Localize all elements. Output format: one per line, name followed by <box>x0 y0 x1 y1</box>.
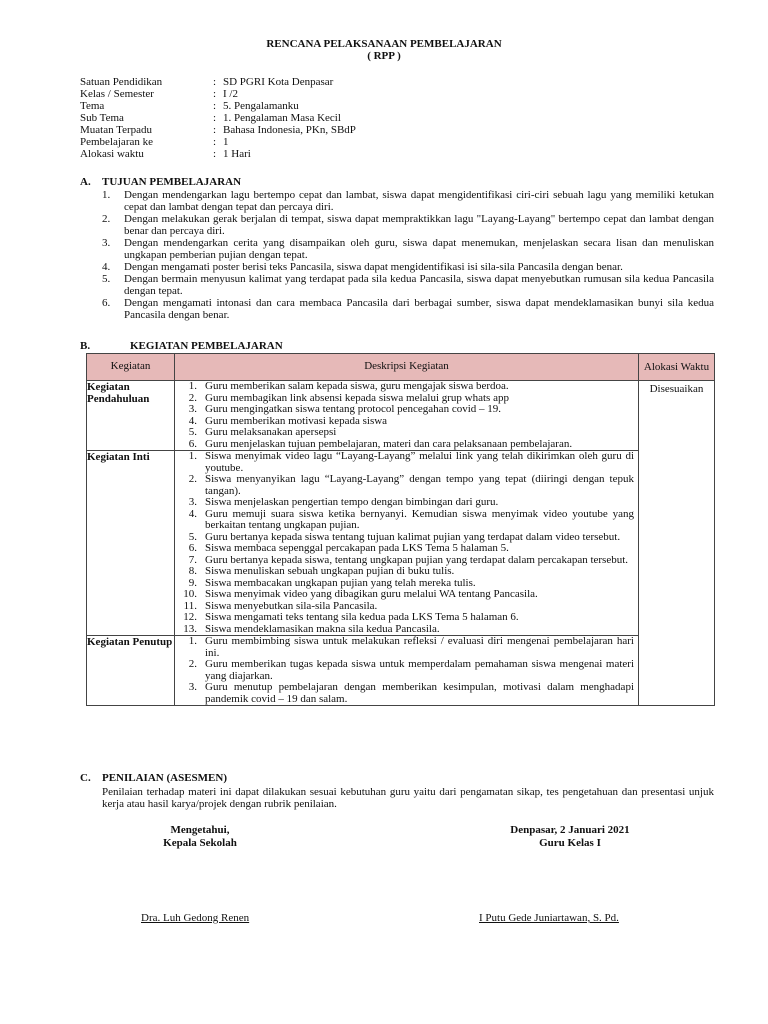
info-row <box>80 148 500 160</box>
section-b-heading <box>80 340 283 353</box>
list-item-text: Guru mengingatkan siswa tentang protocol pencegahan covid – 19. <box>205 403 502 415</box>
info-value: 1 <box>223 136 229 148</box>
info-row <box>80 76 500 88</box>
info-label: Muatan Terpadu <box>80 124 153 136</box>
list-item: 13. Siswa mendeklamasikan makna sila kedua Pancasila. <box>175 624 634 636</box>
header-deskripsi: Deskripsi Kegiatan <box>175 354 639 381</box>
info-row <box>80 136 500 148</box>
activities-table <box>86 353 715 706</box>
list-item-text: Dengan mendengarkan cerita yang disampaikan oleh guru, siswa dapat menemukan, menjelaskan secara lisan dan menuliskan ungkapan pemberian pujian dengan tepat. <box>124 237 714 261</box>
list-item: 7. Guru bertanya kepada siswa, tentang ungkapan pujian yang terdapat dalam percakapan tersebut. <box>175 555 634 567</box>
list-item-text: Guru bertanya kepada siswa tentang tujuan kalimat pujian yang terdapat dalam video tersebut. <box>205 530 621 543</box>
info-value: I /2 <box>223 88 238 100</box>
list-item: 1. Guru memberikan salam kepada siswa, guru mengajak siswa berdoa. <box>175 381 634 393</box>
list-item: 6. Guru menjelaskan tujuan pembelajaran, materi dan cara pelaksanaan pembelajaran. <box>175 439 634 451</box>
list-item: 2. Guru memberikan tugas kepada siswa untuk memperdalam pemahaman siswa mengenai materi yang diajarkan. <box>188 658 634 682</box>
section-a-heading <box>80 176 241 189</box>
phase-steps-cell <box>175 451 639 636</box>
signature-left-line2: Kepala Sekolah <box>163 837 237 849</box>
phase-steps-cell <box>175 381 639 451</box>
info-separator: : <box>213 136 217 148</box>
list-item-text: Siswa mengamati teks tentang sila kedua pada LKS Tema 5 halaman 6. <box>205 611 519 623</box>
list-item: 2. Siswa menyanyikan lagu “Layang-Layang” dengan tempo yang tepat (diiringi dengan tepuk tangan). <box>188 473 634 497</box>
list-item: 5. Guru bertanya kepada siswa tentang tujuan kalimat pujian yang terdapat dalam video tersebut. <box>175 532 634 544</box>
list-item: 3. Guru mengingatkan siswa tentang protocol pencegahan covid – 19. <box>175 404 634 416</box>
info-label: Kelas / Semester <box>80 88 154 100</box>
list-item-text: Siswa menyimak video lagu “Layang-Layang” melalui link yang telah dikirimkan oleh guru di youtube. <box>205 450 634 474</box>
phase-label: Kegiatan Pendahuluan <box>87 381 175 451</box>
info-separator: : <box>213 112 217 124</box>
list-item: 6. Dengan mengamati intonasi dan cara membaca Pancasila dari berbagai sumber, siswa dapat mendeklamasikan bunyi sila kedua Pancasila dengan benar. <box>102 297 714 321</box>
list-item: 3. Guru menutup pembelajaran dengan memberikan kesimpulan, motivasi dalam menghadapi pandemik covid – 19 dan salam. <box>188 681 634 705</box>
list-item-text: Guru memberikan salam kepada siswa, guru mengajak siswa berdoa. <box>205 380 509 392</box>
signature-left <box>120 824 280 850</box>
table-row <box>87 451 715 636</box>
section-letter: A. <box>80 176 91 188</box>
list-item-text: Guru membagikan link absensi kepada siswa melalui grup whats app <box>205 391 509 404</box>
list-item: 12. Siswa mengamati teks tentang sila kedua pada LKS Tema 5 halaman 6. <box>175 612 634 624</box>
info-value: 1 Hari <box>223 148 251 160</box>
list-item: 5. Guru melaksanakan apersepsi <box>175 427 634 439</box>
list-item: 10. Siswa menyimak video yang dibagikan guru melalui WA tentang Pancasila. <box>175 589 634 601</box>
list-item-text: Guru menjelaskan tujuan pembelajaran, materi dan cara pelaksanaan pembelajaran. <box>205 437 573 450</box>
steps-list <box>175 636 638 705</box>
list-item-text: Siswa menuliskan sebuah ungkapan pujian di buku tulis. <box>205 565 455 577</box>
list-item: 3. Siswa menjelaskan pengertian tempo dengan bimbingan dari guru. <box>175 497 634 509</box>
table-header-row <box>87 354 715 381</box>
info-label: Tema <box>80 100 105 112</box>
info-separator: : <box>213 100 217 112</box>
list-item: 1. Dengan mendengarkan lagu bertempo cepat dan lambat, siswa dapat mengidentifikasi ciri-ciri sebuah lagu yang memiliki ketukan cepat dan lambat dengan tepat dan percaya diri. <box>102 189 714 213</box>
list-item: 4. Guru memberikan motivasi kepada siswa <box>175 416 634 428</box>
list-item-text: Guru melaksanakan apersepsi <box>205 426 337 438</box>
info-row <box>80 100 500 112</box>
list-item-text: Dengan mengamati intonasi dan cara membaca Pancasila dari berbagai sumber, siswa dapat mendeklamasikan bunyi sila kedua Pancasila dengan benar. <box>124 297 714 321</box>
list-item-text: Siswa membaca sepenggal percakapan pada LKS Tema 5 halaman 5. <box>205 542 509 554</box>
info-value: SD PGRI Kota Denpasar <box>223 76 334 88</box>
list-item-text: Guru memberikan motivasi kepada siswa <box>205 414 388 427</box>
list-item: 9. Siswa membacakan ungkapan pujian yang telah mereka tulis. <box>175 578 634 590</box>
list-item: 1. Guru membimbing siswa untuk melakukan refleksi / evaluasi diri mengenai pembelajaran hari ini. <box>188 635 634 659</box>
list-item: 2. Guru membagikan link absensi kepada siswa melalui grup whats app <box>175 393 634 405</box>
list-item: 1. Siswa menyimak video lagu “Layang-Layang” melalui link yang telah dikirimkan oleh guru di youtube. <box>188 450 634 474</box>
header-alokasi: Alokasi Waktu <box>639 354 715 381</box>
phase-steps-cell <box>175 636 639 706</box>
section-title: PENILAIAN (ASESMEN) <box>102 772 227 784</box>
info-label: Alokasi waktu <box>80 148 144 160</box>
list-item-text: Siswa menyebutkan sila-sila Pancasila. <box>205 599 378 612</box>
info-separator: : <box>213 124 217 136</box>
steps-list <box>175 451 638 635</box>
table-row <box>87 636 715 706</box>
list-item: 11. Siswa menyebutkan sila-sila Pancasila. <box>175 601 634 613</box>
phase-label: Kegiatan Penutup <box>87 636 175 706</box>
list-item-text: Siswa mendeklamasikan makna sila kedua Pancasila. <box>205 622 440 635</box>
info-row <box>80 124 500 136</box>
list-item: 8. Siswa menuliskan sebuah ungkapan pujian di buku tulis. <box>175 566 634 578</box>
list-item-text: Dengan mendengarkan lagu bertempo cepat dan lambat, siswa dapat mengidentifikasi ciri-ciri sebuah lagu yang memiliki ketukan cepat dan lambat dengan tepat dan percaya diri. <box>124 189 714 213</box>
list-item: 3. Dengan mendengarkan cerita yang disampaikan oleh guru, siswa dapat menemukan, menjelaskan secara lisan dan menuliskan ungkapan pemberian pujian dengan tepat. <box>102 237 714 261</box>
steps-list <box>175 381 638 450</box>
list-item-text: Siswa menyanyikan lagu “Layang-Layang” dengan tempo yang tepat (diiringi dengan tepuk tangan). <box>205 473 634 497</box>
list-item-text: Siswa menjelaskan pengertian tempo dengan bimbingan dari guru. <box>205 496 499 508</box>
document-subtitle: ( RPP ) <box>367 50 401 62</box>
info-row <box>80 112 500 124</box>
list-item-text: Guru menutup pembelajaran dengan memberikan kesimpulan, motivasi dalam menghadapi pandemik covid – 19 dan salam. <box>205 681 634 705</box>
section-letter: C. <box>80 772 91 784</box>
info-value: 5. Pengalamanku <box>223 100 299 112</box>
list-item-text: Dengan bermain menyusun kalimat yang terdapat pada sila kedua Pancasila, siswa dapat menyebutkan rumusan sila kedua Pancasila dengan tepat. <box>124 273 714 297</box>
info-separator: : <box>213 148 217 160</box>
signature-right-line2: Guru Kelas I <box>539 837 601 849</box>
signature-right-line1: Denpasar, 2 Januari 2021 <box>510 824 630 836</box>
section-title: KEGIATAN PEMBELAJARAN <box>130 340 283 352</box>
list-item-text: Siswa menyimak video yang dibagikan guru melalui WA tentang Pancasila. <box>205 588 538 600</box>
identity-table <box>80 76 500 160</box>
info-label: Satuan Pendidikan <box>80 76 163 88</box>
info-label: Pembelajaran ke <box>80 136 153 148</box>
list-item-text: Guru memberikan tugas kepada siswa untuk memperdalam pemahaman siswa mengenai materi yang diajarkan. <box>205 658 634 682</box>
info-value: Bahasa Indonesia, PKn, SBdP <box>223 124 356 136</box>
allocation-value: Disesuaikan <box>639 381 715 706</box>
objectives-list <box>102 189 714 321</box>
list-item-text: Guru membimbing siswa untuk melakukan refleksi / evaluasi diri mengenai pembelajaran hari ini. <box>205 635 634 659</box>
list-item: 2. Dengan melakukan gerak berjalan di tempat, siswa dapat mempraktikkan lagu "Layang-Layang" bertempo cepat dan lambat dengan benar dan percaya diri. <box>102 213 714 237</box>
info-separator: : <box>213 76 217 88</box>
info-separator: : <box>213 88 217 100</box>
list-item-text: Guru bertanya kepada siswa, tentang ungkapan pujian yang terdapat dalam percakapan tersebut. <box>205 553 629 566</box>
document-title: RENCANA PELAKSANAAN PEMBELAJARAN <box>266 38 502 50</box>
section-letter: B. <box>80 340 91 352</box>
assessment-paragraph: Penilaian terhadap materi ini dapat dilakukan sesuai kebutuhan guru yaitu dari pengamatan sikap, tes pengetahuan dan presentasi unjuk kerja atau hasil karya/projek dengan rubrik penilaian. <box>102 786 714 810</box>
list-item: 4. Dengan mengamati poster berisi teks Pancasila, siswa dapat mengidentifikasi isi sila-sila Pancasila dengan benar. <box>102 261 714 273</box>
list-item-text: Guru memuji suara siswa ketika bernyanyi. Kemudian siswa menyimak video youtube yang berkaitan tentang ungkapan pujian. <box>205 507 634 531</box>
list-item: 6. Siswa membaca sepenggal percakapan pada LKS Tema 5 halaman 5. <box>175 543 634 555</box>
section-title: TUJUAN PEMBELAJARAN <box>102 176 242 188</box>
info-label: Sub Tema <box>80 112 124 124</box>
principal-name: Dra. Luh Gedong Renen <box>141 912 250 924</box>
header-kegiatan: Kegiatan <box>87 354 175 381</box>
list-item-text: Dengan melakukan gerak berjalan di tempat, siswa dapat mempraktikkan lagu "Layang-Layang" bertempo cepat dan lambat dengan benar dan percaya diri. <box>124 213 714 237</box>
list-item-text: Dengan mengamati poster berisi teks Pancasila, siswa dapat mengidentifikasi isi sila-sila Pancasila dengan benar. <box>124 261 623 273</box>
section-c-heading <box>80 772 227 785</box>
teacher-name: I Putu Gede Juniartawan, S. Pd. <box>479 912 619 924</box>
info-value: 1. Pengalaman Masa Kecil <box>223 112 341 124</box>
signature-right <box>470 824 670 850</box>
info-row <box>80 88 500 100</box>
table-row <box>87 381 715 451</box>
list-item-text: Siswa membacakan ungkapan pujian yang telah mereka tulis. <box>205 576 476 589</box>
list-item: 4. Guru memuji suara siswa ketika bernyanyi. Kemudian siswa menyimak video youtube yang berkaitan tentang ungkapan pujian. <box>188 507 634 531</box>
phase-label: Kegiatan Inti <box>87 451 175 636</box>
list-item: 5. Dengan bermain menyusun kalimat yang terdapat pada sila kedua Pancasila, siswa dapat menyebutkan rumusan sila kedua Pancasila dengan tepat. <box>102 273 714 297</box>
signature-left-line1: Mengetahui, <box>170 824 230 836</box>
